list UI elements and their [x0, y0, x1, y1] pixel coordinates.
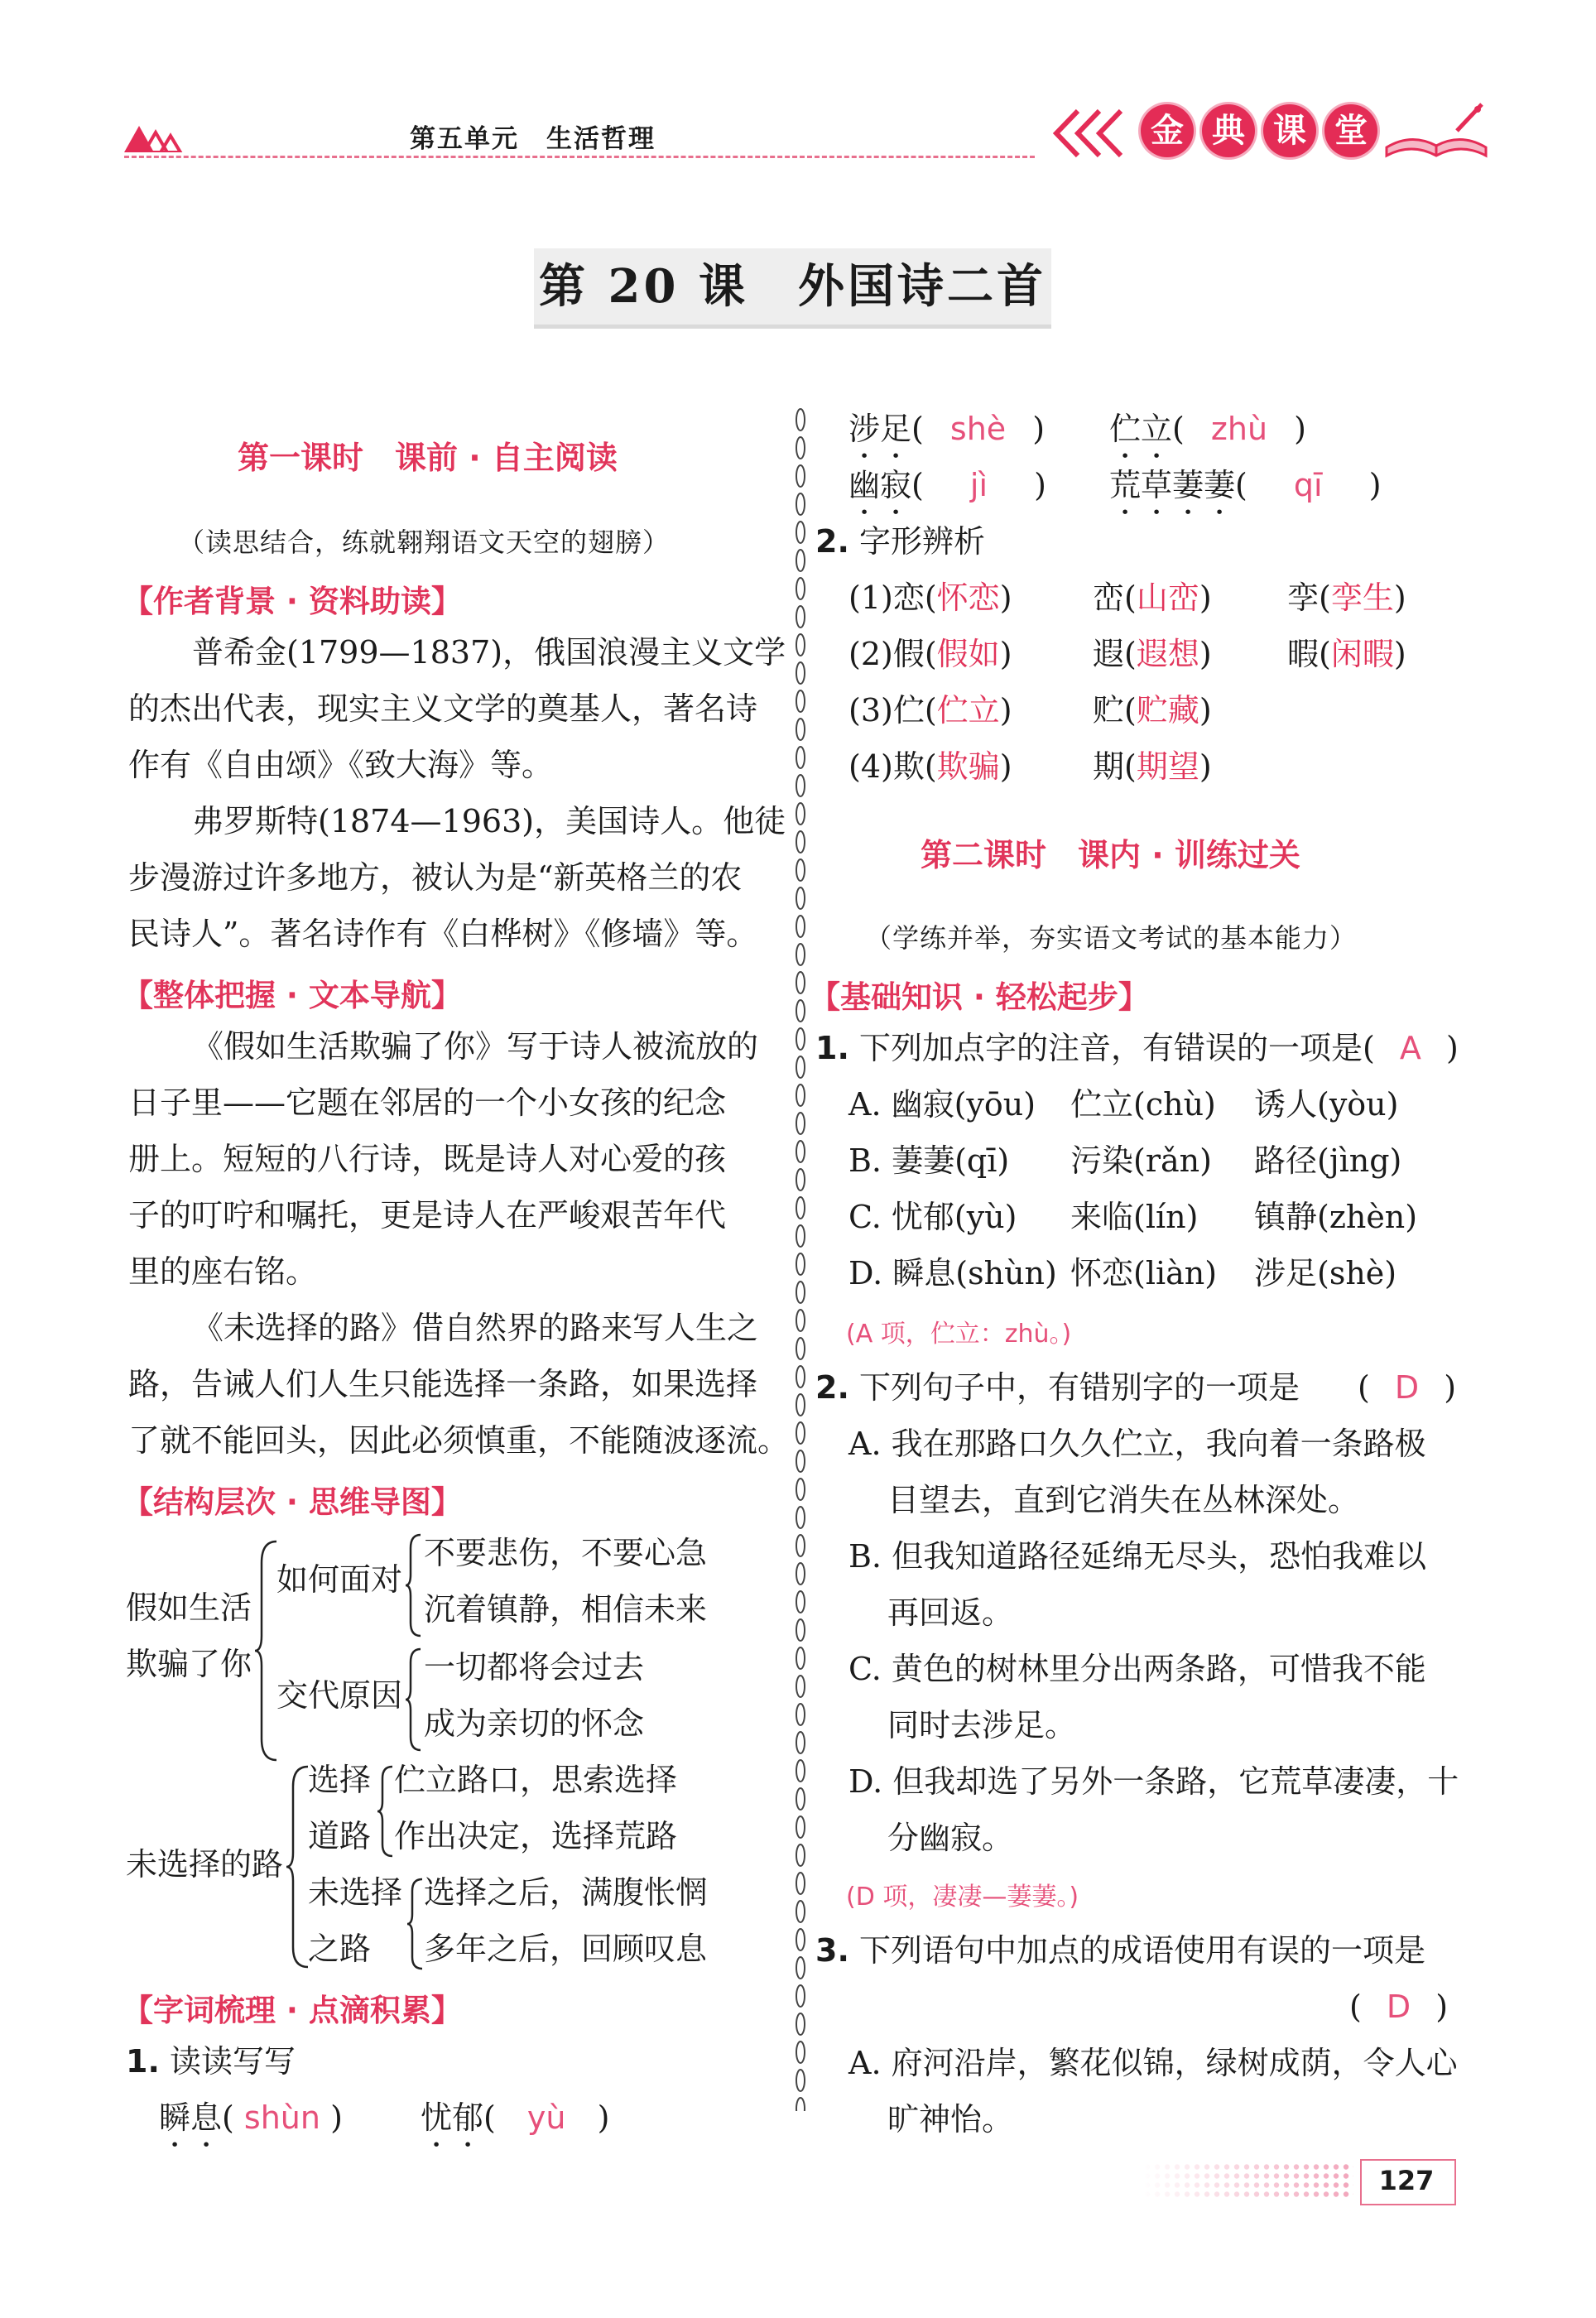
char-q2-number: 2.	[815, 523, 849, 560]
q3-line-1: A. 府河沿岸，繁花似锦，绿树成荫，令人心	[848, 2045, 1458, 2081]
mindmap-item-7: 选择之后，满腹怅惘	[424, 1874, 708, 1911]
mindmap-poem1-title-1: 假如生活	[126, 1589, 252, 1626]
structure-heading: 【结构层次 · 思维导图】	[123, 1484, 462, 1520]
pinyin-zhuli: 伫立( zhù )	[1109, 411, 1306, 447]
vocab-q1-number: 1.	[126, 2043, 160, 2080]
q1-option-d-3: 涉足(shè)	[1254, 1255, 1397, 1291]
mindmap-brace-2	[406, 1532, 422, 1639]
mindmap-poem2-branch1-1: 选择	[308, 1762, 372, 1798]
q1-option-b-1: B. 萋萋(qī)	[848, 1142, 1010, 1179]
char: 假	[892, 636, 925, 672]
mindmap-poem1-title-2: 欺骗了你	[126, 1646, 252, 1682]
char-answer: 贮藏	[1136, 692, 1199, 729]
char: 遐	[1093, 636, 1125, 672]
mindmap-poem2-branch2-1: 未选择	[308, 1874, 403, 1911]
mindmap-item-8: 多年之后，回顾叹息	[424, 1931, 708, 1967]
char-q2-text: 字形辨析	[858, 523, 985, 560]
mindmap-poem2-branch1-2: 道路	[308, 1818, 372, 1854]
session-1-motto: （读思结合，练就翱翔语文天空的翅膀）	[178, 527, 671, 558]
q1-option-c-1: C. 忧郁(yù)	[848, 1199, 1017, 1235]
char-row-2-a: (2)假(假如)	[848, 636, 1012, 672]
char-q2	[815, 518, 985, 565]
char-row-2-b: 遐(遐想)	[1093, 636, 1212, 672]
overview-line-4: 子的叮咛和嘱托，更是诗人在严峻艰苦年代	[128, 1197, 727, 1234]
mindmap-item-1: 不要悲伤，不要心急	[424, 1535, 708, 1571]
overview-line-8: 了就不能回头，因此必须慎重，不能随波逐流。	[128, 1422, 790, 1459]
pinyin-shezu: 涉足( shè )	[848, 411, 1046, 447]
q2-line-1: A. 我在那路口久久伫立，我向着一条路极	[848, 1426, 1426, 1462]
q1-option-a-2: 伫立(chù)	[1070, 1086, 1216, 1123]
pinyin-answer: qī	[1293, 467, 1323, 503]
char-row-2-c: 暇(闲暇)	[1287, 636, 1406, 672]
q2-line-4: 再回返。	[887, 1594, 1014, 1631]
char: 暇	[1287, 636, 1320, 672]
q2-answer-box: ( D )	[1358, 1369, 1457, 1406]
background-heading: 【作者背景 · 资料助读】	[123, 584, 462, 619]
char-row-4-b: 期(期望)	[1093, 748, 1212, 785]
q1-explanation: (A 项，伫立：zhù。)	[846, 1320, 1072, 1349]
mindmap-item-6: 作出决定，选择荒路	[394, 1818, 678, 1854]
pinyin-word: 涉足	[848, 411, 912, 447]
vocab-q1-text: 读读写写	[169, 2043, 296, 2080]
char: 恋	[892, 580, 925, 616]
q2-line-8: 分幽寂。	[887, 1820, 1014, 1856]
open-book-icon	[1378, 98, 1494, 164]
overview-line-7: 路，告诫人们人生只能选择一条路，如果选择	[128, 1366, 758, 1402]
char-row-3-a: (3)伫(伫立)	[848, 692, 1012, 729]
overview-line-6: 《未选择的路》借自然界的路来写人生之	[192, 1310, 759, 1346]
vocab-word-2: 忧郁( yù )	[421, 2099, 610, 2136]
column-divider-chain	[795, 406, 806, 2111]
q2-line-3: B. 但我知道路径延绵无尽头，恐怕我难以	[848, 1538, 1427, 1575]
q3-text: 下列语句中加点的成语使用有误的一项是	[858, 1932, 1425, 1969]
char-answer: 遐想	[1136, 636, 1199, 672]
mindmap-poem2-title: 未选择的路	[126, 1846, 284, 1883]
background-line-6: 民诗人”。著名诗作有《白桦树》《修墙》等。	[128, 916, 758, 952]
q2-answer: D	[1394, 1369, 1420, 1406]
overview-line-1: 《假如生活欺骗了你》写于诗人被流放的	[192, 1028, 759, 1065]
q1-option-c-2: 来临(lín)	[1070, 1199, 1199, 1235]
overview-line-2: 日子里——它题在邻居的一个小女孩的纪念	[128, 1084, 727, 1121]
mindmap-brace-1	[255, 1538, 278, 1763]
char-answer: 闲暇	[1330, 636, 1394, 672]
char-answer: 山峦	[1136, 580, 1199, 616]
char: 欺	[892, 748, 925, 785]
q2-text: 下列句子中，有错别字的一项是	[858, 1369, 1300, 1406]
background-line-3: 作有《自由颂》《致大海》等。	[128, 747, 554, 783]
q1-option-a-1: A. 幽寂(yōu)	[848, 1086, 1036, 1123]
session-2-motto: （学练并举，夯实语文考试的基本能力）	[865, 922, 1358, 954]
mindmap-item-4: 成为亲切的怀念	[424, 1705, 645, 1742]
vocab-word: 忧郁	[421, 2099, 484, 2136]
char: 期	[1093, 748, 1125, 785]
mindmap-brace-5	[377, 1763, 394, 1859]
char: 峦	[1093, 580, 1125, 616]
q2-stem	[815, 1364, 1300, 1411]
vocab-word: 瞬息	[159, 2099, 223, 2136]
q1-number: 1.	[815, 1030, 849, 1066]
pinyin-youji: 幽寂( jì )	[848, 467, 1046, 503]
q1-stem: 1. 下列加点字的注音，有错误的一项是( A )	[815, 1030, 1459, 1066]
brand-char-1: 金	[1141, 104, 1194, 157]
vocab-q1	[126, 2038, 296, 2085]
char-row-3-b: 贮(贮藏)	[1093, 692, 1212, 729]
char-row-1-b: 峦(山峦)	[1093, 580, 1212, 616]
char-row-no: (3)	[848, 692, 893, 729]
mindmap-brace-3	[406, 1646, 422, 1753]
pinyin-word: 幽寂	[848, 467, 912, 503]
q1-option-a-3: 诱人(yòu)	[1254, 1086, 1399, 1123]
char-row-no: (4)	[848, 748, 893, 785]
mindmap-poem2-branch2-2: 之路	[308, 1931, 372, 1967]
session-2-title: 第二课时 课内 · 训练过关	[921, 837, 1300, 873]
q1-answer: A	[1399, 1030, 1421, 1066]
background-line-1: 普希金(1799—1837)，俄国浪漫主义文学	[192, 634, 786, 671]
overview-line-3: 册上。短短的八行诗，既是诗人对心爱的孩	[128, 1141, 727, 1177]
vocab-heading: 【字词梳理 · 点滴积累】	[123, 1993, 462, 2028]
mindmap-item-5: 伫立路口，思索选择	[394, 1762, 678, 1798]
q1-option-b-3: 路径(jìng)	[1254, 1142, 1402, 1179]
pinyin-word: 伫立	[1109, 411, 1173, 447]
q2-line-5: C. 黄色的树林里分出两条路，可惜我不能	[848, 1651, 1426, 1687]
overview-heading: 【整体把握 · 文本导航】	[123, 978, 462, 1013]
session-1-title: 第一课时 课前 · 自主阅读	[238, 440, 618, 476]
char-answer: 怀恋	[936, 580, 1000, 616]
q2-line-6: 同时去涉足。	[887, 1707, 1077, 1743]
mindmap-item-2: 沉着镇静，相信未来	[424, 1591, 708, 1628]
q1-option-d-2: 怀恋(liàn)	[1070, 1255, 1218, 1291]
q1-option-b-2: 污染(rǎn)	[1070, 1142, 1212, 1179]
lesson-title: 第 20 课 外国诗二首	[539, 259, 1046, 314]
brand-char-4: 堂	[1324, 104, 1377, 157]
q3-number: 3.	[815, 1932, 849, 1969]
header-dashed-rule	[124, 156, 1035, 158]
q1-text: 下列加点字的注音，有错误的一项是	[858, 1030, 1363, 1066]
pinyin-answer: shè	[949, 411, 1007, 447]
header-triangle-mark	[124, 123, 190, 152]
mindmap-item-3: 一切都将会过去	[424, 1649, 645, 1686]
q2-line-2: 目望去，直到它消失在丛林深处。	[887, 1482, 1360, 1518]
header-chevrons-icon	[1045, 106, 1136, 161]
q2-number: 2.	[815, 1369, 849, 1406]
mindmap-brace-6	[407, 1876, 424, 1972]
char-answer: 欺骗	[936, 748, 1000, 785]
q3-answer-box: ( D )	[1349, 1989, 1449, 2025]
char-row-no: (1)	[848, 580, 893, 616]
pinyin-answer: zhù	[1210, 411, 1268, 447]
background-line-2: 的杰出代表，现实主义文学的奠基人，著名诗	[128, 690, 758, 727]
char-row-1-a: (1)恋(怀恋)	[848, 580, 1012, 616]
footer-dot-pattern	[1142, 2162, 1353, 2199]
brand-char-2: 典	[1202, 104, 1255, 157]
char-row-4-a: (4)欺(欺骗)	[848, 748, 1012, 785]
char: 伫	[892, 692, 925, 729]
vocab-pinyin: shùn	[243, 2099, 320, 2136]
mindmap-branch-reason: 交代原因	[276, 1677, 403, 1714]
header-unit-title: 第五单元 生活哲理	[410, 124, 656, 154]
basics-heading: 【基础知识 · 轻松起步】	[810, 979, 1149, 1015]
pinyin-huangcao: 荒草萋萋( qī )	[1109, 467, 1382, 503]
vocab-pinyin: yù	[526, 2099, 566, 2136]
q1-option-c-3: 镇静(zhèn)	[1254, 1199, 1418, 1235]
pinyin-word: 荒草萋萋	[1109, 467, 1236, 503]
background-line-4: 弗罗斯特(1874—1963)，美国诗人。他徒	[192, 803, 786, 839]
background-line-5: 步漫游过许多地方，被认为是“新英格兰的农	[128, 859, 743, 896]
char-answer: 伫立	[936, 692, 1000, 729]
brand-char-3: 课	[1263, 104, 1316, 157]
mindmap-brace-4	[286, 1763, 310, 1970]
pinyin-answer: jì	[969, 467, 988, 503]
vocab-word-1: 瞬息( shùn )	[159, 2099, 343, 2136]
q2-explanation: (D 项，凄凄—萋萋。)	[846, 1883, 1079, 1912]
char: 孪	[1287, 580, 1320, 616]
page-number: 127	[1378, 2165, 1435, 2196]
mindmap-branch-how-to-face: 如何面对	[276, 1561, 403, 1598]
q2-line-7: D. 但我却选了另外一条路，它荒草凄凄，十	[848, 1763, 1459, 1800]
q1-option-d-1: D. 瞬息(shùn)	[848, 1255, 1057, 1291]
char-row-no: (2)	[848, 636, 893, 672]
q3-line-2: 旷神怡。	[887, 2101, 1014, 2138]
q3-answer: D	[1386, 1989, 1411, 2025]
char-row-1-c: 孪(孪生)	[1287, 580, 1406, 616]
overview-line-5: 里的座右铭。	[128, 1253, 318, 1290]
char-answer: 假如	[936, 636, 1000, 672]
char-answer: 期望	[1136, 748, 1199, 785]
q3-stem	[815, 1927, 1425, 1974]
char-answer: 孪生	[1330, 580, 1394, 616]
char: 贮	[1093, 692, 1125, 729]
